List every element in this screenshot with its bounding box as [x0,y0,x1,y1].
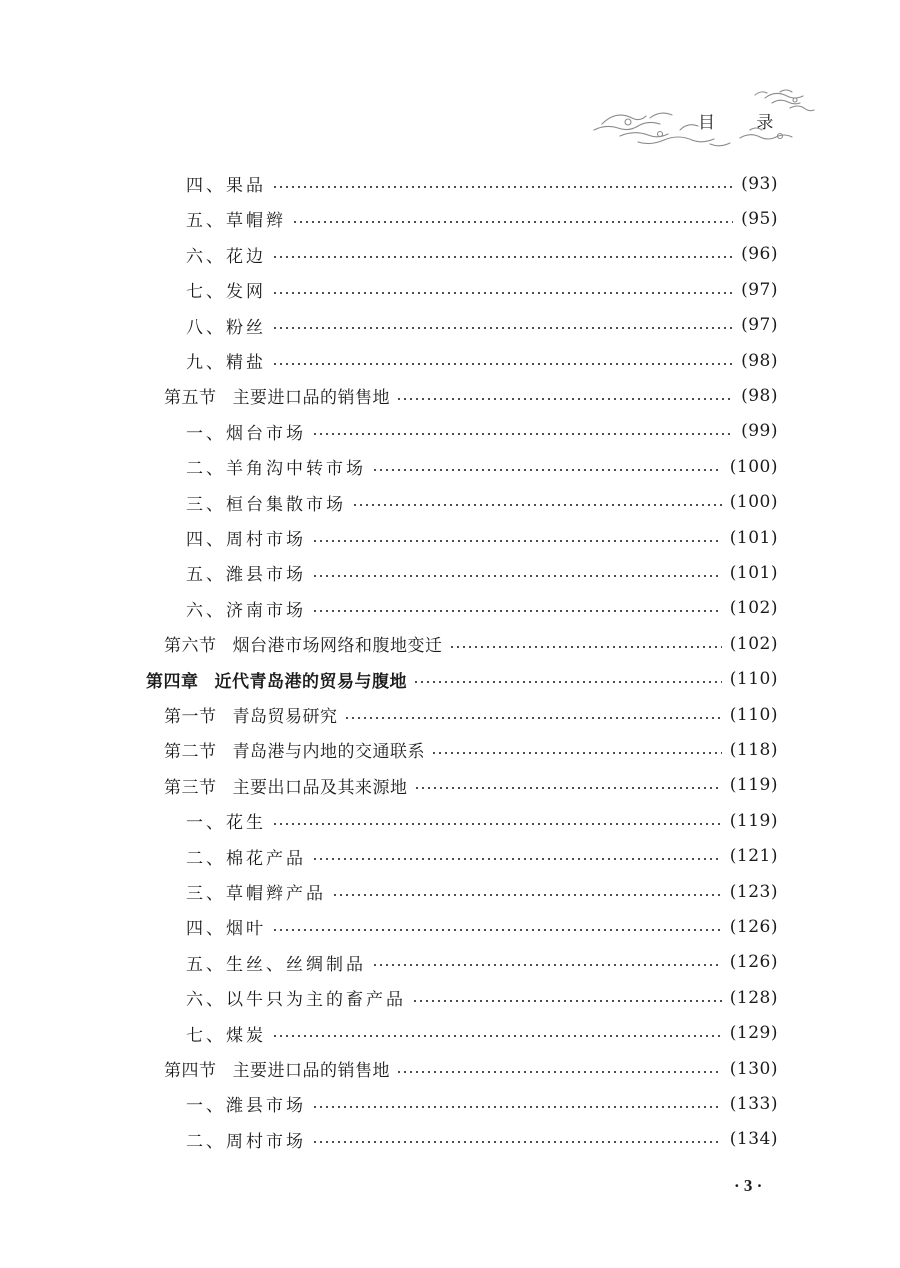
dot-leader [272,256,733,258]
toc-entry-title: 六、济南市场 [186,600,306,621]
toc-entry-title: 一、潍县市场 [186,1096,306,1117]
dot-leader [413,681,722,683]
toc-item-entry[interactable] [186,874,778,909]
toc-page-number: (126) [729,952,778,973]
toc-item-entry[interactable] [186,166,778,201]
toc-item-entry[interactable] [186,1016,778,1051]
running-header-title: 目 录 [698,113,792,133]
dot-leader [396,1071,722,1073]
section-number: 第一节 [164,707,217,727]
toc-item-entry[interactable] [186,839,778,874]
toc-page-number: (110) [729,669,778,690]
dot-leader [412,1000,722,1002]
toc-entry-title: 主要进口品的销售地 [232,388,390,409]
toc-page-number: (100) [729,492,778,513]
toc-entry-title: 五、生丝、丝绸制品 [186,954,366,975]
dot-leader [312,1106,722,1108]
toc-page-number: (102) [729,598,778,619]
toc-entry-title: 主要出口品及其来源地 [232,777,408,798]
toc-page-number: (93) [741,173,778,194]
toc-page-number: (100) [729,456,778,477]
dot-leader [352,504,722,506]
toc-entry-title: 四、果品 [186,176,266,196]
toc-item-entry[interactable] [186,803,778,838]
toc-item-entry[interactable] [186,909,778,944]
section-number: 第三节 [164,777,217,798]
toc-entry-title: 近代青岛港的贸易与腹地 [214,671,407,692]
toc-entry-title: 八、粉丝 [186,317,266,338]
dot-leader [272,823,722,825]
toc-item-entry[interactable] [186,308,778,343]
toc-item-entry[interactable] [186,485,778,520]
toc-item-entry[interactable] [186,201,778,236]
dot-leader [312,610,722,612]
toc-item-entry[interactable] [186,272,778,307]
toc-item-entry[interactable] [186,1086,778,1121]
toc-item-entry[interactable] [186,414,778,449]
toc-page-number: (97) [741,279,778,300]
toc-page-number: (98) [741,350,778,371]
toc-page-number: (118) [729,739,778,760]
section-number: 第二节 [164,742,217,763]
toc-page-number: (126) [729,916,778,937]
toc-page-number: (102) [729,633,778,654]
dot-leader [332,894,722,896]
section-number: 第六节 [164,636,217,657]
section-number: 第四节 [164,1061,217,1081]
dot-leader [312,540,722,542]
dot-leader [372,469,722,471]
toc-entry-title: 三、草帽辫产品 [186,884,326,904]
toc-section-entry[interactable] [164,768,778,803]
toc-entry-title: 一、花生 [186,813,266,834]
dot-leader [312,1141,722,1143]
toc-page-number: (119) [729,775,778,796]
toc-page-number: (98) [741,385,778,406]
dot-leader [272,327,733,329]
toc-entry-title: 一、烟台市场 [186,423,306,444]
toc-item-entry[interactable] [186,591,778,626]
toc-page-number: (123) [729,881,778,902]
toc-section-entry[interactable] [164,626,778,661]
dot-leader [272,292,733,294]
toc-page-number: (129) [729,1023,778,1044]
toc-entry-title: 主要进口品的销售地 [232,1061,390,1081]
toc-entry-title: 青岛贸易研究 [232,707,338,727]
toc-section-entry[interactable] [164,732,778,767]
toc-item-entry[interactable] [186,980,778,1015]
section-number: 第五节 [164,388,217,409]
dot-leader [292,221,733,223]
toc-entry-title: 二、周村市场 [186,1131,306,1152]
toc-entry-title: 九、精盐 [186,353,266,373]
toc-item-entry[interactable] [186,343,778,378]
toc-page-number: (119) [729,810,778,831]
dot-leader [396,398,733,400]
toc-section-entry[interactable] [164,1051,778,1086]
toc-section-entry[interactable] [164,378,778,413]
toc-chapter-entry[interactable] [146,662,778,697]
dot-leader [372,964,722,966]
toc-entry-title: 五、草帽辫 [186,211,286,232]
toc-entry-title: 烟台港市场网络和腹地变迁 [232,636,443,657]
toc-page-number: (99) [741,421,778,442]
toc-page-number: (121) [729,846,778,867]
chapter-number: 第四章 [146,671,199,692]
toc-entry-title: 三、桓台集散市场 [186,494,346,515]
dot-leader [431,752,722,754]
toc-item-entry[interactable] [186,237,778,272]
toc-entry-title: 二、棉花产品 [186,848,306,869]
toc-page-number: (133) [729,1093,778,1114]
toc-page-number: (97) [741,315,778,336]
dot-leader [272,929,722,931]
toc-page-number: (134) [729,1129,778,1150]
toc-entry-title: 四、烟叶 [186,919,266,940]
toc-entry-title: 五、潍县市场 [186,565,306,586]
toc-entry-title: 七、煤炭 [186,1025,266,1046]
dot-leader [272,363,733,365]
toc-page-number: (96) [741,244,778,265]
toc-entry-title: 青岛港与内地的交通联系 [232,742,425,763]
dot-leader [449,646,722,648]
dot-leader [414,787,722,789]
dot-leader [344,717,722,719]
toc-page-number: (95) [741,208,778,229]
toc-entry-title: 六、花边 [186,246,266,267]
running-header [590,86,820,156]
toc-page-number: (128) [729,987,778,1008]
toc-entry-title: 七、发网 [186,282,266,303]
toc-item-entry[interactable] [186,449,778,484]
toc-item-entry[interactable] [186,1122,778,1157]
toc-entry-title: 四、周村市场 [186,530,306,550]
toc-item-entry[interactable] [186,520,778,555]
dot-leader [312,858,722,860]
toc-entry-title: 二、羊角沟中转市场 [186,459,366,480]
toc-page-number: (130) [729,1058,778,1079]
toc-page-number: (101) [729,527,778,548]
dot-leader [312,433,733,435]
dot-leader [312,575,722,577]
dot-leader [272,186,733,188]
toc-section-entry[interactable] [164,697,778,732]
toc-page-number: (110) [729,704,778,725]
dot-leader [272,1035,722,1037]
toc-item-entry[interactable] [186,555,778,590]
toc-page-number: (101) [729,562,778,583]
toc-item-entry[interactable] [186,945,778,980]
page-number: · 3 · [734,1176,763,1195]
toc-entry-title: 六、以牛只为主的畜产品 [186,990,406,1011]
